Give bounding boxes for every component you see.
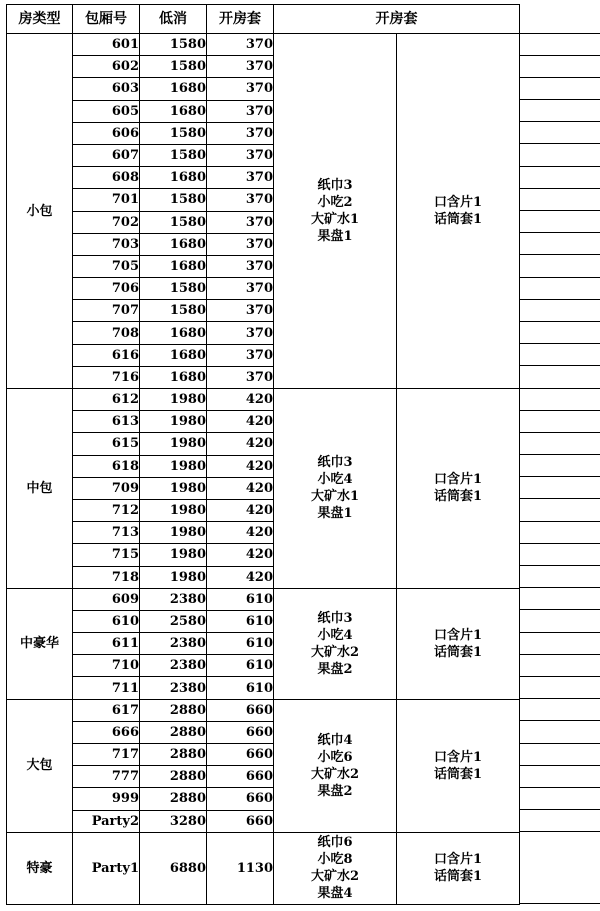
room-number-cell: 618 <box>73 455 140 477</box>
room-number-cell: 710 <box>73 655 140 677</box>
room-number-cell: 716 <box>73 366 140 388</box>
blank-line-cell <box>520 34 600 56</box>
open-fee-cell: 370 <box>207 122 274 144</box>
room-type-cell: 中包 <box>7 389 73 589</box>
room-number-cell: 606 <box>73 122 140 144</box>
min-spend-cell: 2880 <box>140 699 207 721</box>
kit-item: 果盘1 <box>317 229 353 244</box>
open-fee-cell: 370 <box>207 189 274 211</box>
kit-item: 纸巾3 <box>317 610 353 626</box>
header-row <box>7 5 600 34</box>
min-spend-cell: 1580 <box>140 189 207 211</box>
open-fee-cell: 370 <box>207 344 274 366</box>
open-fee-cell: 660 <box>207 744 274 766</box>
table-row <box>7 832 600 904</box>
min-spend-cell: 1980 <box>140 522 207 544</box>
blank-line-cell <box>520 677 600 699</box>
open-kit-items-cell <box>274 588 397 699</box>
open-kit-items-cell <box>274 34 397 389</box>
kit-item: 大矿水2 <box>310 644 360 660</box>
blank-line-cell <box>520 522 600 544</box>
room-number-cell: 615 <box>73 433 140 455</box>
min-spend-cell: 1580 <box>140 56 207 78</box>
open-fee-cell: 420 <box>207 455 274 477</box>
blank-line-cell <box>520 167 600 189</box>
kit-item: 果盘2 <box>317 783 353 799</box>
blank-line-cell <box>520 610 600 632</box>
min-spend-cell: 2380 <box>140 633 207 655</box>
min-spend-cell: 1980 <box>140 389 207 411</box>
room-number-cell: 617 <box>73 699 140 721</box>
open-fee-cell: 420 <box>207 566 274 588</box>
room-number-cell: 610 <box>73 610 140 632</box>
room-type-cell: 特豪 <box>7 832 73 904</box>
min-spend-cell: 2380 <box>140 588 207 610</box>
header-open-kit: 开房套 <box>274 5 520 34</box>
extra-items-cell <box>397 389 520 589</box>
blank-line-cell <box>520 322 600 344</box>
table-row <box>7 588 600 610</box>
open-fee-cell: 370 <box>207 211 274 233</box>
min-spend-cell: 2880 <box>140 766 207 788</box>
blank-line-cell <box>520 411 600 433</box>
kit-item: 纸巾4 <box>317 732 353 748</box>
min-spend-cell: 1980 <box>140 477 207 499</box>
open-kit-items-cell <box>274 832 397 904</box>
min-spend-cell: 1580 <box>140 122 207 144</box>
open-fee-cell: 370 <box>207 366 274 388</box>
table-row <box>7 389 600 411</box>
blank-line-cell <box>520 788 600 810</box>
kit-item: 果盘1 <box>317 506 353 522</box>
min-spend-cell: 1980 <box>140 433 207 455</box>
min-spend-cell: 2580 <box>140 610 207 632</box>
room-number-cell: 702 <box>73 211 140 233</box>
kit-item: 大矿水2 <box>310 766 360 782</box>
kit-item: 果盘2 <box>317 661 353 677</box>
blank-line-cell <box>520 699 600 721</box>
header-min-spend: 低消 <box>140 5 207 34</box>
open-fee-cell: 370 <box>207 167 274 189</box>
header-room-number: 包厢号 <box>73 5 140 34</box>
kit-item: 大矿水2 <box>310 869 360 885</box>
blank-line-cell <box>520 544 600 566</box>
kit-item: 纸巾6 <box>317 835 353 851</box>
room-number-cell: 712 <box>73 499 140 521</box>
open-fee-cell: 660 <box>207 810 274 832</box>
min-spend-cell: 1580 <box>140 300 207 322</box>
blank-line-cell <box>520 278 600 300</box>
table-row <box>7 34 600 56</box>
open-fee-cell: 610 <box>207 610 274 632</box>
open-kit-items-cell <box>274 389 397 589</box>
blank-line-cell <box>520 810 600 832</box>
header-room-type: 房类型 <box>7 5 73 34</box>
min-spend-cell: 1980 <box>140 411 207 433</box>
min-spend-cell: 1680 <box>140 366 207 388</box>
min-spend-cell: 1680 <box>140 322 207 344</box>
blank-line-cell <box>520 655 600 677</box>
kit-item: 纸巾3 <box>317 178 353 193</box>
blank-line-cell <box>520 832 600 904</box>
open-fee-cell: 610 <box>207 633 274 655</box>
open-kit-items-cell <box>274 699 397 832</box>
min-spend-cell: 1680 <box>140 78 207 100</box>
extra-item: 口含片1 <box>433 852 483 868</box>
kit-item: 果盘4 <box>317 886 353 902</box>
room-number-cell: 703 <box>73 233 140 255</box>
room-number-cell: 715 <box>73 544 140 566</box>
extra-items-cell <box>397 832 520 904</box>
room-number-cell: 601 <box>73 34 140 56</box>
blank-line-cell <box>520 633 600 655</box>
open-fee-cell: 370 <box>207 34 274 56</box>
room-number-cell: 602 <box>73 56 140 78</box>
blank-line-cell <box>520 455 600 477</box>
room-type-cell: 小包 <box>7 34 73 389</box>
open-fee-cell: 1130 <box>207 832 274 904</box>
min-spend-cell: 1680 <box>140 167 207 189</box>
min-spend-cell: 1980 <box>140 499 207 521</box>
open-fee-cell: 370 <box>207 278 274 300</box>
room-number-cell: 711 <box>73 677 140 699</box>
open-fee-cell: 370 <box>207 233 274 255</box>
open-fee-cell: 660 <box>207 788 274 810</box>
min-spend-cell: 2880 <box>140 788 207 810</box>
kit-item: 小吃4 <box>317 472 353 488</box>
extra-item: 话筒套1 <box>433 212 483 227</box>
header-blank <box>520 5 600 34</box>
blank-line-cell <box>520 721 600 743</box>
extra-item: 口含片1 <box>433 627 483 643</box>
kit-item: 纸巾3 <box>317 455 353 471</box>
open-fee-cell: 660 <box>207 766 274 788</box>
kit-item: 小吃8 <box>317 852 353 868</box>
open-fee-cell: 420 <box>207 411 274 433</box>
min-spend-cell: 1680 <box>140 233 207 255</box>
min-spend-cell: 1980 <box>140 455 207 477</box>
extra-item: 话筒套1 <box>433 766 483 782</box>
open-fee-cell: 420 <box>207 477 274 499</box>
extra-items-cell <box>397 699 520 832</box>
open-fee-cell: 370 <box>207 100 274 122</box>
min-spend-cell: 6880 <box>140 832 207 904</box>
open-fee-cell: 370 <box>207 78 274 100</box>
open-fee-cell: 370 <box>207 300 274 322</box>
kit-item: 小吃4 <box>317 627 353 643</box>
blank-line-cell <box>520 56 600 78</box>
min-spend-cell: 1680 <box>140 100 207 122</box>
header-open-fee: 开房套 <box>207 5 274 34</box>
blank-line-cell <box>520 389 600 411</box>
kit-item: 小吃2 <box>317 195 353 210</box>
blank-line-cell <box>520 499 600 521</box>
room-number-cell: 612 <box>73 389 140 411</box>
blank-line-cell <box>520 100 600 122</box>
extra-item: 话筒套1 <box>433 869 483 885</box>
open-fee-cell: 370 <box>207 144 274 166</box>
min-spend-cell: 1580 <box>140 34 207 56</box>
min-spend-cell: 1580 <box>140 278 207 300</box>
room-number-cell: 666 <box>73 721 140 743</box>
room-number-cell: 613 <box>73 411 140 433</box>
blank-line-cell <box>520 344 600 366</box>
open-fee-cell: 420 <box>207 522 274 544</box>
extra-item: 话筒套1 <box>433 644 483 660</box>
room-type-cell: 大包 <box>7 699 73 832</box>
blank-line-cell <box>520 766 600 788</box>
min-spend-cell: 2380 <box>140 677 207 699</box>
room-number-cell: 705 <box>73 255 140 277</box>
open-fee-cell: 610 <box>207 655 274 677</box>
min-spend-cell: 1680 <box>140 255 207 277</box>
open-fee-cell: 420 <box>207 544 274 566</box>
table-row <box>7 699 600 721</box>
blank-line-cell <box>520 78 600 100</box>
blank-line-cell <box>520 744 600 766</box>
room-number-cell: 717 <box>73 744 140 766</box>
room-number-cell: 701 <box>73 189 140 211</box>
min-spend-cell: 2380 <box>140 655 207 677</box>
open-fee-cell: 420 <box>207 389 274 411</box>
open-fee-cell: 610 <box>207 588 274 610</box>
room-number-cell: 616 <box>73 344 140 366</box>
min-spend-cell: 2880 <box>140 744 207 766</box>
min-spend-cell: 1680 <box>140 344 207 366</box>
kit-item: 大矿水1 <box>310 489 360 505</box>
room-number-cell: 999 <box>73 788 140 810</box>
room-number-cell: 708 <box>73 322 140 344</box>
kit-item: 大矿水1 <box>310 212 360 227</box>
min-spend-cell: 3280 <box>140 810 207 832</box>
open-fee-cell: 420 <box>207 433 274 455</box>
open-fee-cell: 660 <box>207 699 274 721</box>
blank-line-cell <box>520 233 600 255</box>
min-spend-cell: 1980 <box>140 544 207 566</box>
room-number-cell: 608 <box>73 167 140 189</box>
kit-item: 小吃6 <box>317 749 353 765</box>
min-spend-cell: 1580 <box>140 144 207 166</box>
room-number-cell: 777 <box>73 766 140 788</box>
blank-line-cell <box>520 189 600 211</box>
extra-item: 口含片1 <box>433 472 483 488</box>
blank-line-cell <box>520 255 600 277</box>
room-number-cell: 707 <box>73 300 140 322</box>
open-fee-cell: 370 <box>207 255 274 277</box>
min-spend-cell: 2880 <box>140 721 207 743</box>
room-number-cell: 607 <box>73 144 140 166</box>
room-number-cell: 718 <box>73 566 140 588</box>
open-fee-cell: 370 <box>207 322 274 344</box>
room-number-cell: Party2 <box>73 810 140 832</box>
room-number-cell: 611 <box>73 633 140 655</box>
room-number-cell: 605 <box>73 100 140 122</box>
blank-line-cell <box>520 566 600 588</box>
extra-item: 口含片1 <box>433 195 483 210</box>
blank-line-cell <box>520 477 600 499</box>
min-spend-cell: 1580 <box>140 211 207 233</box>
room-number-cell: 709 <box>73 477 140 499</box>
open-fee-cell: 370 <box>207 56 274 78</box>
open-fee-cell: 420 <box>207 499 274 521</box>
extra-items-cell <box>397 34 520 389</box>
blank-line-cell <box>520 433 600 455</box>
min-spend-cell: 1980 <box>140 566 207 588</box>
blank-line-cell <box>520 300 600 322</box>
room-type-cell: 中豪华 <box>7 588 73 699</box>
blank-line-cell <box>520 366 600 388</box>
room-price-table <box>6 4 600 905</box>
open-fee-cell: 660 <box>207 721 274 743</box>
blank-line-cell <box>520 211 600 233</box>
blank-line-cell <box>520 144 600 166</box>
room-number-cell: 713 <box>73 522 140 544</box>
room-number-cell: 706 <box>73 278 140 300</box>
extra-item: 话筒套1 <box>433 489 483 505</box>
blank-line-cell <box>520 588 600 610</box>
open-fee-cell: 610 <box>207 677 274 699</box>
extra-item: 口含片1 <box>433 749 483 765</box>
room-number-cell: Party1 <box>73 832 140 904</box>
extra-items-cell <box>397 588 520 699</box>
room-number-cell: 603 <box>73 78 140 100</box>
blank-line-cell <box>520 122 600 144</box>
room-number-cell: 609 <box>73 588 140 610</box>
